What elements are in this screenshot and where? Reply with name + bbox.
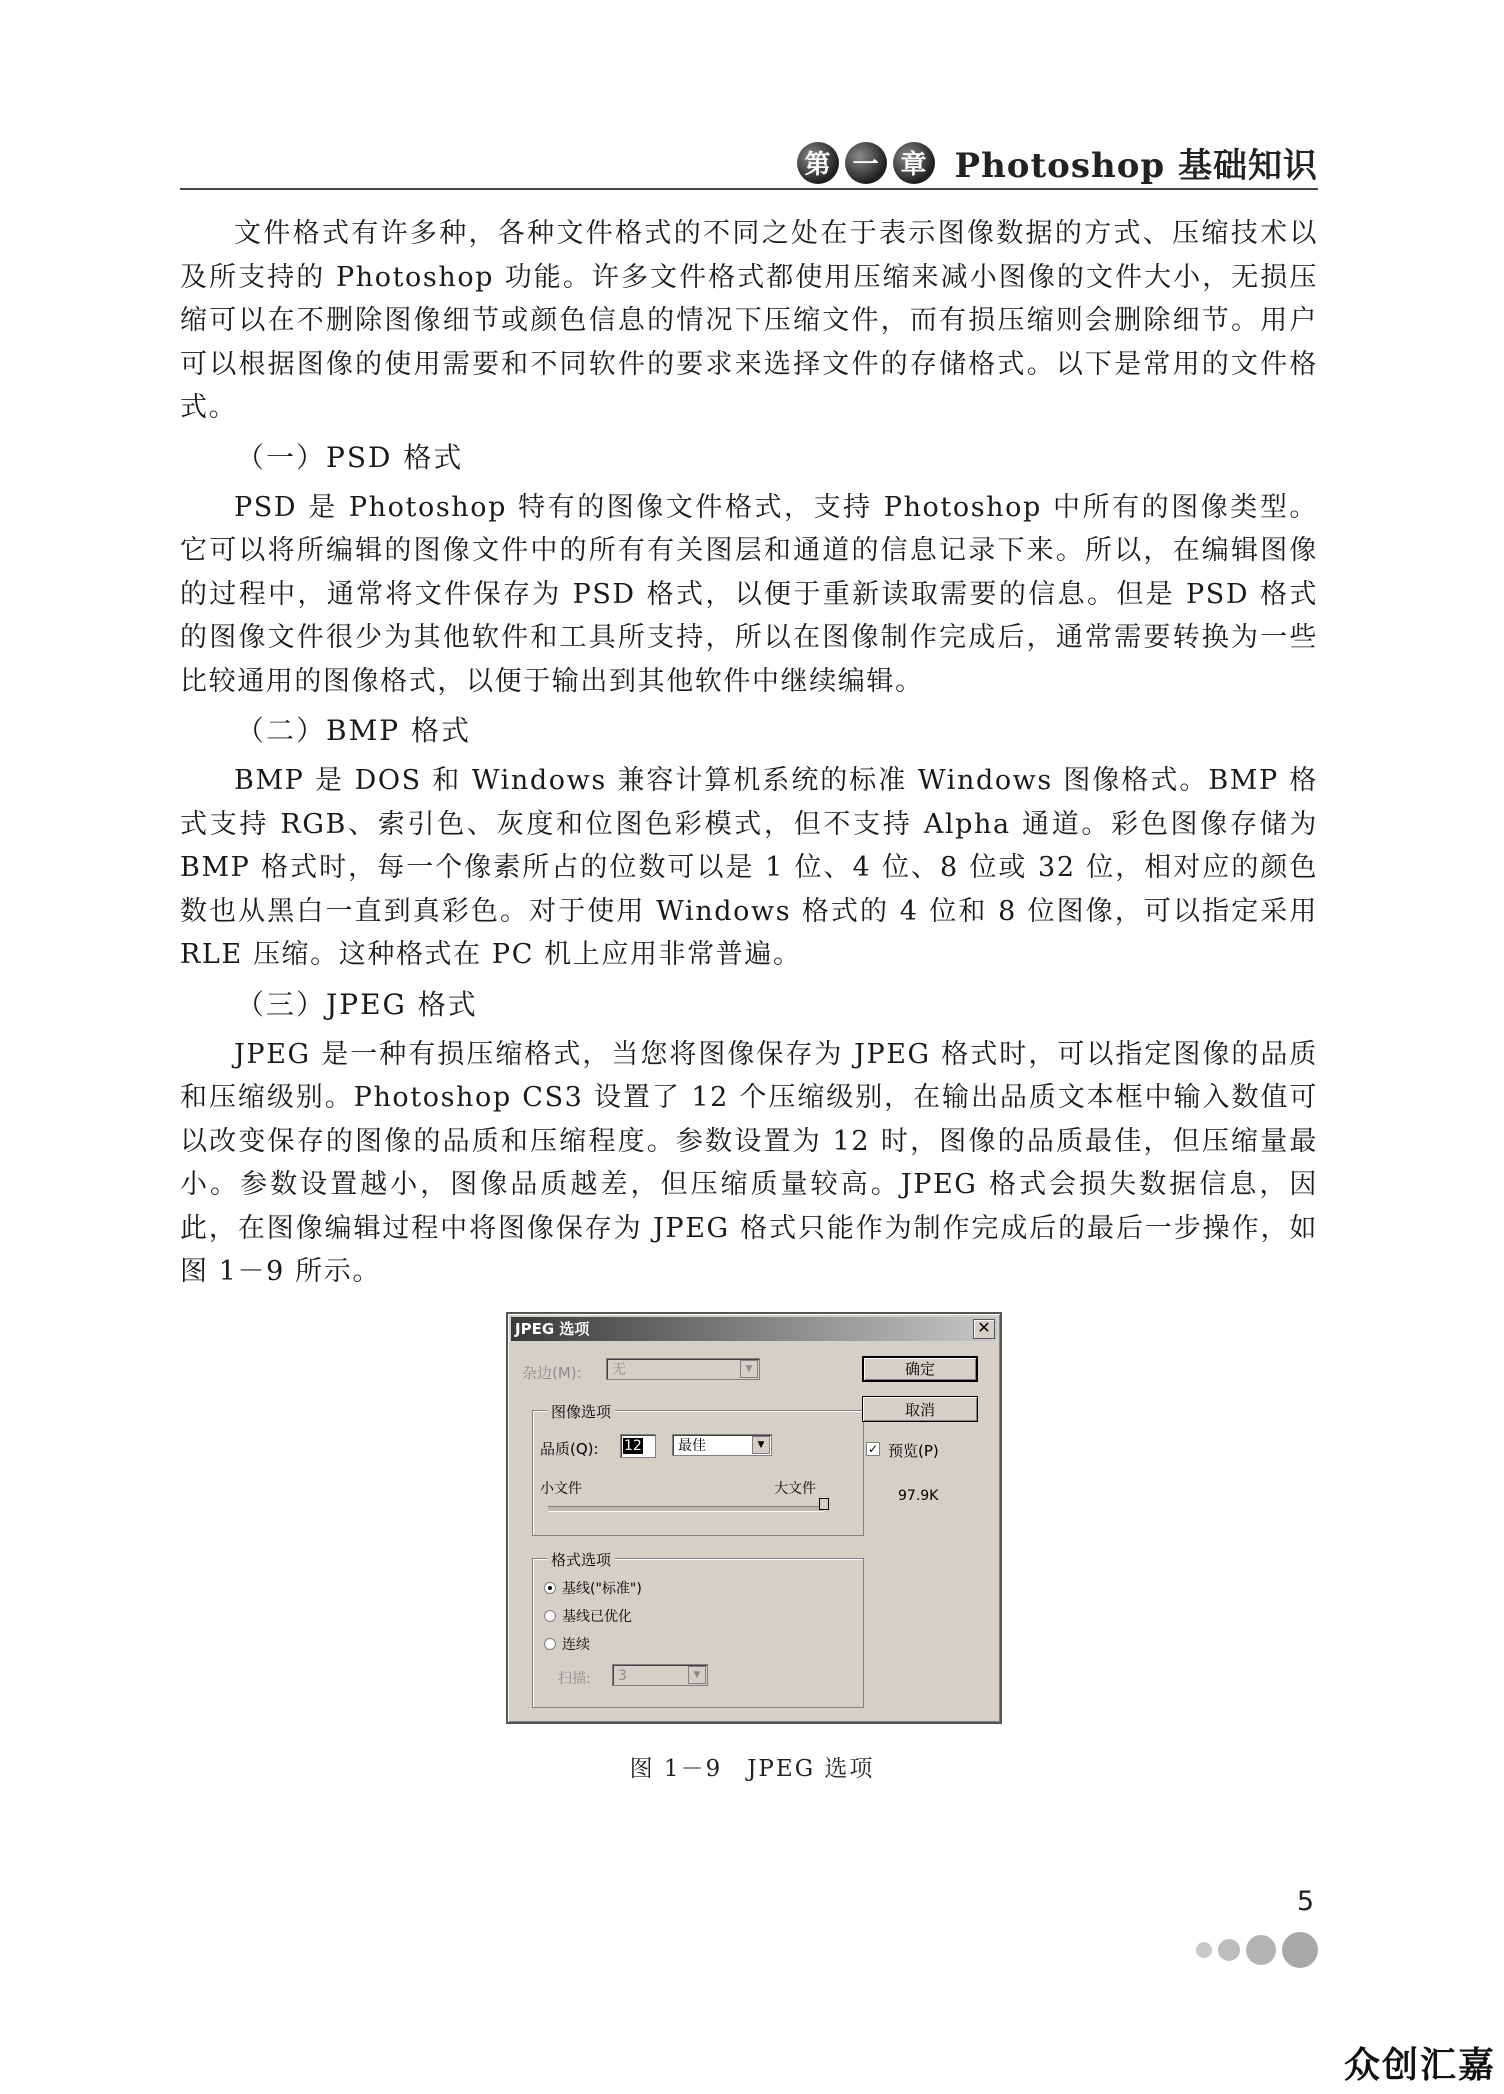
preview-checkbox[interactable]: ✓ — [867, 1442, 879, 1456]
chapter-heading — [797, 138, 1319, 187]
page-number: 5 — [1296, 1886, 1314, 1917]
cancel-button[interactable]: 取消 — [862, 1396, 978, 1422]
format-optimized-radio[interactable] — [544, 1610, 556, 1622]
intro-paragraph: 文件格式有许多种，各种文件格式的不同之处在于表示图像数据的方式、压缩技术以及所支持的 Photoshop 功能。许多文件格式都使用压缩来减小图像的文件大小，无损压缩可以在不删除图像细节或颜色信息的情况下压缩文件，而有损压缩则会删除细节。用户可以根据图像的使用需要和不同软件的要求来选择文件的存储格式。以下是常用的文件格式。 — [180, 218, 1318, 423]
chevron-down-icon: ▼ — [740, 1360, 758, 1378]
slider-small-label: 小文件 — [540, 1481, 582, 1497]
section-heading-bmp: （二）BMP 格式 — [236, 714, 471, 747]
quality-preset-value: 最佳 — [678, 1438, 706, 1454]
dialog-titlebar — [511, 1317, 997, 1341]
image-options-group — [532, 1403, 864, 1536]
section-heading-jpeg: （三）JPEG 格式 — [236, 987, 478, 1021]
decor-dot — [1218, 1939, 1240, 1961]
chapter-title: Photoshop 基础知识 — [954, 146, 1318, 186]
figure-caption: 图 1－9 JPEG 选项 — [629, 1756, 875, 1782]
quality-label: 品质(Q): — [540, 1440, 599, 1458]
close-icon[interactable]: ✕ — [973, 1319, 995, 1339]
chevron-down-icon: ▼ — [688, 1666, 706, 1684]
format-optimized-label: 基线已优化 — [562, 1609, 632, 1625]
format-baseline-radio[interactable] — [544, 1582, 556, 1594]
quality-slider-track[interactable] — [548, 1506, 824, 1512]
preview-label: 预览(P) — [888, 1442, 939, 1460]
section-paragraph-jpeg: JPEG 是一种有损压缩格式，当您将图像保存为 JPEG 格式时，可以指定图像的品质和压缩级别。Photoshop CS3 设置了 12 个压缩级别，在输出品质文本框中输入数值可以改变保存的图像的品质和压缩程度。参数设置为 12 时，图像的品质最佳，但压缩量最小。参数设置越小，图像品质越差，但压缩质量较高。JPEG 格式会损失数据信息，因此，在图像编辑过程中将图像保存为 JPEG 格式只能作为制作完成后的最后一步操作，如图 1－9 所示。 — [180, 1038, 1318, 1287]
quality-slider-thumb[interactable] — [819, 1498, 829, 1510]
format-progressive-label: 连续 — [562, 1637, 590, 1653]
chapter-prefix: 第 — [797, 142, 839, 184]
chapter-number: 一 — [845, 142, 887, 184]
format-baseline-label: 基线("标准") — [562, 1581, 642, 1597]
body-text — [180, 212, 1318, 1294]
matte-value: 无 — [612, 1362, 626, 1378]
dialog-title: JPEG 选项 — [515, 1320, 590, 1338]
decor-dot — [1196, 1942, 1212, 1958]
matte-label: 杂边(M): — [522, 1364, 582, 1382]
scans-value: 3 — [618, 1668, 627, 1684]
format-options-legend: 格式选项 — [547, 1549, 615, 1570]
header-rule — [180, 188, 1318, 190]
quality-preset-select[interactable] — [672, 1434, 772, 1456]
chapter-suffix: 章 — [893, 142, 935, 184]
chevron-down-icon: ▼ — [752, 1436, 770, 1454]
slider-large-label: 大文件 — [774, 1481, 816, 1497]
page-decoration-dots — [1196, 1932, 1318, 1968]
decor-dot — [1282, 1932, 1318, 1968]
section-paragraph-psd: PSD 是 Photoshop 特有的图像文件格式，支持 Photoshop 中所有的图像类型。它可以将所编辑的图像文件中的所有有关图层和通道的信息记录下来。所以，在编辑图像的过程中，通常将文件保存为 PSD 格式，以便于重新读取需要的信息。但是 PSD 格式的图像文件很少为其他软件和工具所支持，所以在图像制作完成后，通常需要转换为一些比较通用的图像格式，以便于输出到其他软件中继续编辑。 — [180, 491, 1318, 697]
decor-dot — [1246, 1935, 1276, 1965]
section-heading-psd: （一）PSD 格式 — [236, 440, 464, 474]
format-progressive-radio[interactable] — [544, 1638, 556, 1650]
section-paragraph-bmp: BMP 是 DOS 和 Windows 兼容计算机系统的标准 Windows 图像格式。BMP 格式支持 RGB、索引色、灰度和位图色彩模式，但不支持 Alpha 通道。彩色图像存储为 BMP 格式时，每一个像素所占的位数可以是 1 位、4 位、8 位或 32 位，相对应的颜色数也从黑白一直到真彩色。对于使用 Windows 格式的 4 位和 8 位图像，可以指定采用 RLE 压缩。这种格式在 PC 机上应用非常普遍。 — [180, 765, 1318, 970]
image-options-legend: 图像选项 — [547, 1401, 615, 1422]
matte-select[interactable] — [606, 1358, 760, 1380]
scans-select[interactable] — [612, 1664, 708, 1686]
running-header — [0, 0, 1504, 190]
scans-label: 扫描: — [558, 1671, 591, 1687]
ok-button[interactable]: 确定 — [862, 1356, 978, 1382]
watermark: 众创汇嘉 — [1343, 2045, 1496, 2086]
quality-value: 12 — [624, 1438, 642, 1454]
jpeg-options-dialog — [506, 1312, 1002, 1724]
quality-input[interactable] — [620, 1434, 656, 1458]
file-size-readout: 97.9K — [898, 1488, 939, 1504]
